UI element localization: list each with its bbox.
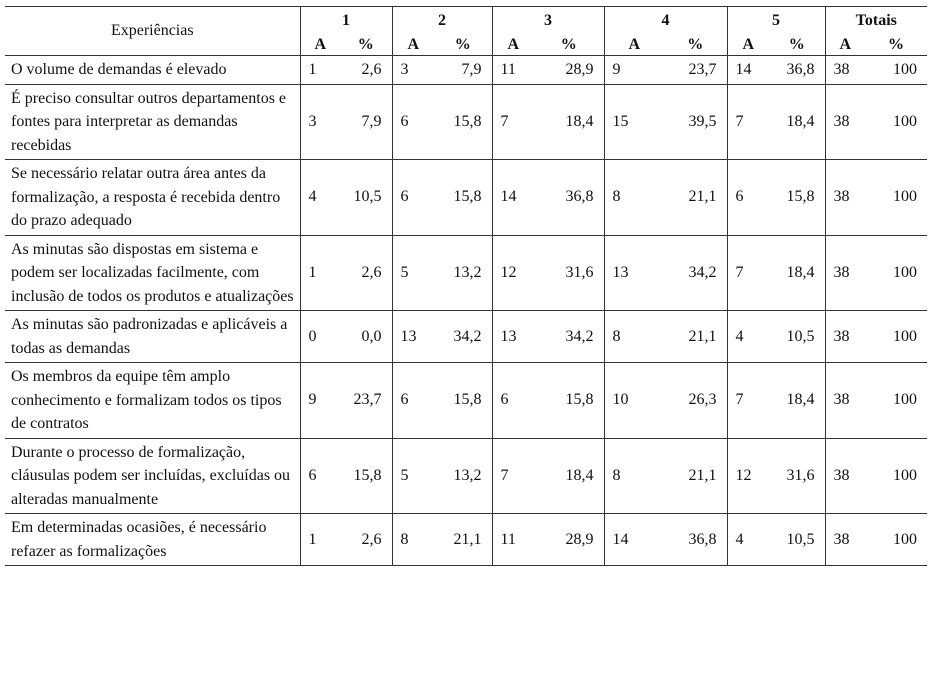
cell-percent: 21,1 — [664, 438, 727, 514]
cell-percent: 18,4 — [769, 235, 825, 311]
cell-percent: 18,4 — [534, 438, 604, 514]
row-label: Em determinadas ocasiões, é necessário refazer as formalizações — [5, 514, 300, 566]
cell-percent: 28,9 — [534, 56, 604, 85]
cell-count: 6 — [727, 160, 769, 236]
cell-count: 10 — [604, 363, 664, 439]
table-row — [5, 160, 927, 236]
cell-count: 7 — [492, 84, 534, 160]
cell-count: 8 — [392, 514, 434, 566]
group-header-totals: Totais — [825, 7, 927, 36]
cell-percent: 18,4 — [534, 84, 604, 160]
cell-percent: 34,2 — [534, 311, 604, 363]
group-header-row — [5, 7, 927, 36]
cell-percent: 7,9 — [340, 84, 392, 160]
sub-header-a: A — [492, 35, 534, 56]
cell-count: 1 — [300, 56, 340, 85]
cell-count: 4 — [727, 311, 769, 363]
sub-header-pct: % — [340, 35, 392, 56]
cell-percent: 28,9 — [534, 514, 604, 566]
cell-percent: 100 — [865, 235, 927, 311]
table-row — [5, 438, 927, 514]
cell-count: 6 — [300, 438, 340, 514]
cell-percent: 23,7 — [664, 56, 727, 85]
table-row — [5, 514, 927, 566]
cell-count: 5 — [392, 438, 434, 514]
sub-header-pct: % — [865, 35, 927, 56]
sub-header-pct: % — [664, 35, 727, 56]
cell-percent: 13,2 — [434, 438, 492, 514]
cell-percent: 15,8 — [434, 363, 492, 439]
cell-percent: 15,8 — [534, 363, 604, 439]
table-body — [5, 56, 927, 566]
cell-percent: 21,1 — [434, 514, 492, 566]
sub-header-a: A — [727, 35, 769, 56]
row-label: As minutas são padronizadas e aplicáveis a todas as demandas — [5, 311, 300, 363]
cell-percent: 31,6 — [534, 235, 604, 311]
sub-header-a: A — [392, 35, 434, 56]
group-header-2: 2 — [392, 7, 492, 36]
cell-percent: 100 — [865, 514, 927, 566]
row-label: É preciso consultar outros departamentos e fontes para interpretar as demandas recebidas — [5, 84, 300, 160]
cell-percent: 100 — [865, 438, 927, 514]
row-label: Durante o processo de formalização, cláusulas podem ser incluídas, excluídas ou alteradas manualmente — [5, 438, 300, 514]
cell-percent: 15,8 — [340, 438, 392, 514]
table-row — [5, 363, 927, 439]
cell-count: 8 — [604, 311, 664, 363]
sub-header-a: A — [604, 35, 664, 56]
cell-percent: 23,7 — [340, 363, 392, 439]
cell-count: 4 — [727, 514, 769, 566]
cell-count: 13 — [392, 311, 434, 363]
cell-percent: 21,1 — [664, 160, 727, 236]
cell-count: 38 — [825, 438, 865, 514]
sub-header-pct: % — [434, 35, 492, 56]
cell-count: 6 — [492, 363, 534, 439]
cell-count: 6 — [392, 363, 434, 439]
cell-percent: 10,5 — [340, 160, 392, 236]
cell-percent: 15,8 — [769, 160, 825, 236]
cell-count: 9 — [604, 56, 664, 85]
cell-percent: 100 — [865, 311, 927, 363]
cell-percent: 2,6 — [340, 514, 392, 566]
cell-count: 6 — [392, 160, 434, 236]
cell-count: 9 — [300, 363, 340, 439]
cell-count: 11 — [492, 56, 534, 85]
sub-header-pct: % — [534, 35, 604, 56]
group-header-5: 5 — [727, 7, 825, 36]
cell-count: 13 — [604, 235, 664, 311]
cell-percent: 36,8 — [769, 56, 825, 85]
cell-count: 38 — [825, 84, 865, 160]
cell-percent: 15,8 — [434, 84, 492, 160]
cell-percent: 100 — [865, 160, 927, 236]
cell-percent: 15,8 — [434, 160, 492, 236]
sub-header-pct: % — [769, 35, 825, 56]
cell-count: 4 — [300, 160, 340, 236]
cell-count: 8 — [604, 160, 664, 236]
cell-count: 7 — [727, 235, 769, 311]
cell-count: 3 — [300, 84, 340, 160]
cell-percent: 18,4 — [769, 363, 825, 439]
cell-count: 7 — [727, 363, 769, 439]
cell-percent: 36,8 — [534, 160, 604, 236]
cell-percent: 0,0 — [340, 311, 392, 363]
cell-percent: 100 — [865, 84, 927, 160]
cell-count: 1 — [300, 235, 340, 311]
cell-count: 14 — [604, 514, 664, 566]
cell-percent: 2,6 — [340, 235, 392, 311]
cell-percent: 100 — [865, 363, 927, 439]
cell-count: 0 — [300, 311, 340, 363]
cell-percent: 100 — [865, 56, 927, 85]
cell-count: 6 — [392, 84, 434, 160]
cell-percent: 34,2 — [664, 235, 727, 311]
cell-percent: 10,5 — [769, 514, 825, 566]
cell-percent: 26,3 — [664, 363, 727, 439]
row-label: Os membros da equipe têm amplo conhecimento e formalizam todos os tipos de contratos — [5, 363, 300, 439]
table-row — [5, 56, 927, 85]
cell-count: 38 — [825, 160, 865, 236]
cell-percent: 21,1 — [664, 311, 727, 363]
cell-count: 3 — [392, 56, 434, 85]
cell-percent: 7,9 — [434, 56, 492, 85]
cell-count: 11 — [492, 514, 534, 566]
group-header-4: 4 — [604, 7, 727, 36]
cell-percent: 13,2 — [434, 235, 492, 311]
group-header-1: 1 — [300, 7, 392, 36]
cell-count: 8 — [604, 438, 664, 514]
table-row — [5, 235, 927, 311]
cell-percent: 31,6 — [769, 438, 825, 514]
cell-count: 7 — [492, 438, 534, 514]
cell-count: 15 — [604, 84, 664, 160]
sub-header-a: A — [300, 35, 340, 56]
cell-count: 14 — [492, 160, 534, 236]
cell-count: 38 — [825, 311, 865, 363]
table-row — [5, 84, 927, 160]
cell-count: 38 — [825, 235, 865, 311]
experiences-header: Experiências — [5, 7, 300, 56]
cell-percent: 36,8 — [664, 514, 727, 566]
row-label: Se necessário relatar outra área antes da formalização, a resposta é recebida dentro do prazo adequado — [5, 160, 300, 236]
cell-count: 38 — [825, 514, 865, 566]
cell-count: 1 — [300, 514, 340, 566]
row-label: As minutas são dispostas em sistema e podem ser localizadas facilmente, com inclusão de todos os produtos e atualizações — [5, 235, 300, 311]
row-label: O volume de demandas é elevado — [5, 56, 300, 85]
cell-count: 12 — [492, 235, 534, 311]
group-header-3: 3 — [492, 7, 604, 36]
cell-count: 14 — [727, 56, 769, 85]
cell-percent: 2,6 — [340, 56, 392, 85]
cell-count: 13 — [492, 311, 534, 363]
cell-percent: 10,5 — [769, 311, 825, 363]
cell-count: 5 — [392, 235, 434, 311]
cell-count: 38 — [825, 363, 865, 439]
cell-count: 12 — [727, 438, 769, 514]
cell-percent: 34,2 — [434, 311, 492, 363]
cell-percent: 18,4 — [769, 84, 825, 160]
table-row — [5, 311, 927, 363]
cell-count: 38 — [825, 56, 865, 85]
cell-percent: 39,5 — [664, 84, 727, 160]
experiences-table — [5, 6, 927, 566]
sub-header-a: A — [825, 35, 865, 56]
cell-count: 7 — [727, 84, 769, 160]
